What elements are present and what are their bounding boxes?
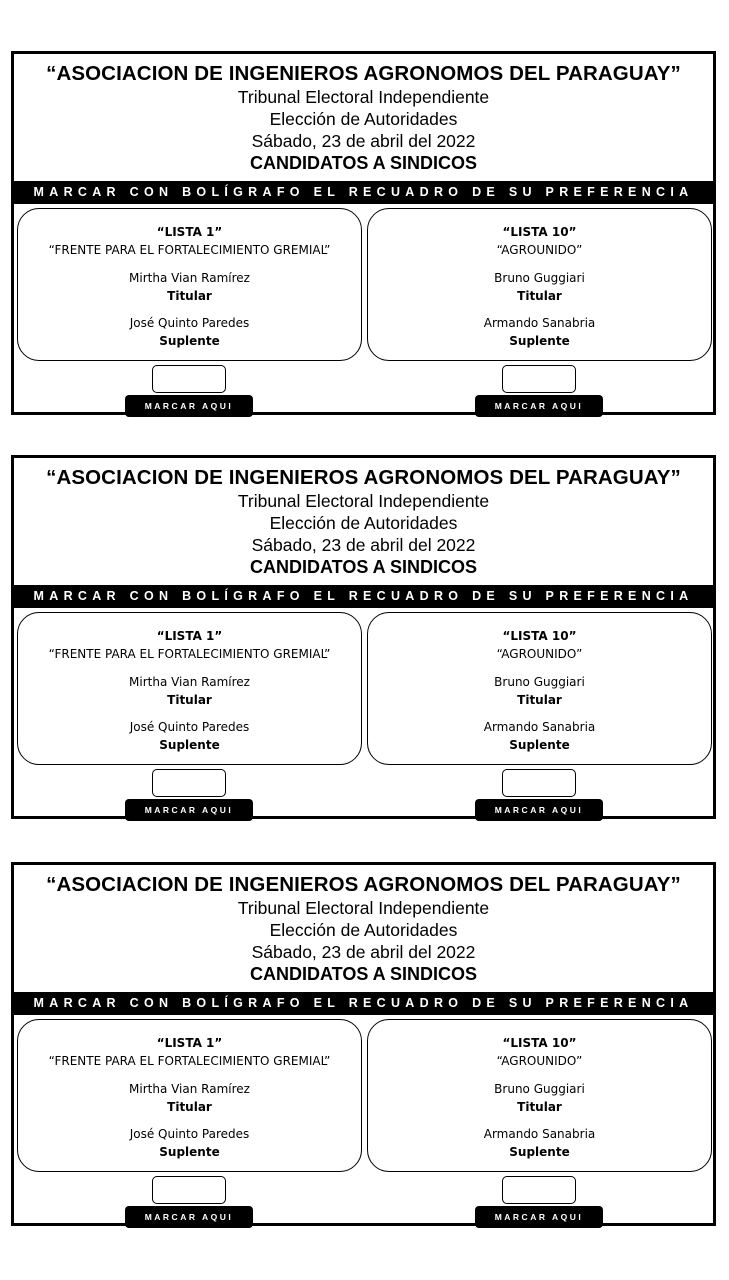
list-number: “LISTA 10” <box>502 225 577 239</box>
suplente-role: Suplente <box>159 1145 220 1159</box>
list-number: “LISTA 1” <box>156 1036 223 1050</box>
list-name: “AGROUNIDO” <box>496 1054 583 1068</box>
titular-role: Titular <box>167 693 212 707</box>
titular-name: Mirtha Vian Ramírez <box>129 1082 250 1096</box>
candidates-title: CANDIDATOS A SINDICOS <box>249 964 477 984</box>
mark-box-lista-1[interactable] <box>152 769 226 797</box>
tribunal-line: Tribunal Electoral Independiente <box>237 87 490 107</box>
ballot-1 <box>11 51 716 415</box>
suplente-role: Suplente <box>509 334 570 348</box>
mark-box-lista-1[interactable] <box>152 1176 226 1204</box>
organization-title: “ASOCIACION DE INGENIEROS AGRONOMOS DEL PARAGUAY” <box>46 873 681 896</box>
titular-name: Bruno Guggiari <box>494 675 585 689</box>
candidates-title: CANDIDATOS A SINDICOS <box>249 557 477 577</box>
suplente-name: Armando Sanabria <box>483 316 596 330</box>
suplente-role: Suplente <box>509 1145 570 1159</box>
list-number: “LISTA 1” <box>156 225 223 239</box>
election-line: Elección de Autoridades <box>269 109 458 129</box>
list-number: “LISTA 1” <box>156 629 223 643</box>
titular-role: Titular <box>167 1100 212 1114</box>
date-line: Sábado, 23 de abril del 2022 <box>251 535 476 555</box>
list-card-lista-1 <box>17 612 362 765</box>
organization-title: “ASOCIACION DE INGENIEROS AGRONOMOS DEL PARAGUAY” <box>46 466 681 489</box>
mark-box-lista-1[interactable] <box>152 365 226 393</box>
titular-name: Mirtha Vian Ramírez <box>129 271 250 285</box>
mark-here-button-lista-10[interactable]: MARCAR AQUI <box>475 395 603 417</box>
titular-role: Titular <box>167 289 212 303</box>
titular-name: Bruno Guggiari <box>494 271 585 285</box>
mark-here-button-lista-1[interactable]: MARCAR AQUI <box>125 799 253 821</box>
suplente-name: Armando Sanabria <box>483 1127 596 1141</box>
list-card-lista-10 <box>367 1019 712 1172</box>
list-name: “FRENTE PARA EL FORTALECIMIENTO GREMIAL” <box>48 243 331 257</box>
list-card-lista-10 <box>367 208 712 361</box>
list-name: “AGROUNIDO” <box>496 243 583 257</box>
ballot-header <box>14 62 713 174</box>
suplente-name: José Quinto Paredes <box>129 1127 250 1141</box>
suplente-role: Suplente <box>509 738 570 752</box>
date-line: Sábado, 23 de abril del 2022 <box>251 131 476 151</box>
instruction-bar: MARCAR CON BOLÍGRAFO EL RECUADRO DE SU PREFERENCIA <box>14 992 713 1015</box>
instruction-bar: MARCAR CON BOLÍGRAFO EL RECUADRO DE SU PREFERENCIA <box>14 181 713 204</box>
suplente-name: José Quinto Paredes <box>129 316 250 330</box>
titular-name: Mirtha Vian Ramírez <box>129 675 250 689</box>
mark-here-button-lista-10[interactable]: MARCAR AQUI <box>475 799 603 821</box>
titular-role: Titular <box>517 289 562 303</box>
tribunal-line: Tribunal Electoral Independiente <box>237 898 490 918</box>
date-line: Sábado, 23 de abril del 2022 <box>251 942 476 962</box>
list-card-lista-1 <box>17 208 362 361</box>
mark-box-lista-10[interactable] <box>502 769 576 797</box>
list-name: “FRENTE PARA EL FORTALECIMIENTO GREMIAL” <box>48 647 331 661</box>
list-card-lista-1 <box>17 1019 362 1172</box>
titular-name: Bruno Guggiari <box>494 1082 585 1096</box>
list-name: “AGROUNIDO” <box>496 647 583 661</box>
instruction-bar: MARCAR CON BOLÍGRAFO EL RECUADRO DE SU PREFERENCIA <box>14 585 713 608</box>
ballot-3 <box>11 862 716 1226</box>
titular-role: Titular <box>517 693 562 707</box>
mark-box-lista-10[interactable] <box>502 1176 576 1204</box>
titular-role: Titular <box>517 1100 562 1114</box>
suplente-name: José Quinto Paredes <box>129 720 250 734</box>
list-number: “LISTA 10” <box>502 629 577 643</box>
mark-box-lista-10[interactable] <box>502 365 576 393</box>
ballot-header <box>14 466 713 578</box>
suplente-role: Suplente <box>159 738 220 752</box>
ballot-header <box>14 873 713 985</box>
mark-here-button-lista-1[interactable]: MARCAR AQUI <box>125 395 253 417</box>
suplente-role: Suplente <box>159 334 220 348</box>
election-line: Elección de Autoridades <box>269 513 458 533</box>
ballot-2 <box>11 455 716 819</box>
list-name: “FRENTE PARA EL FORTALECIMIENTO GREMIAL” <box>48 1054 331 1068</box>
election-line: Elección de Autoridades <box>269 920 458 940</box>
list-card-lista-10 <box>367 612 712 765</box>
candidates-title: CANDIDATOS A SINDICOS <box>249 153 477 173</box>
mark-here-button-lista-10[interactable]: MARCAR AQUI <box>475 1206 603 1228</box>
mark-here-button-lista-1[interactable]: MARCAR AQUI <box>125 1206 253 1228</box>
tribunal-line: Tribunal Electoral Independiente <box>237 491 490 511</box>
organization-title: “ASOCIACION DE INGENIEROS AGRONOMOS DEL PARAGUAY” <box>46 62 681 85</box>
list-number: “LISTA 10” <box>502 1036 577 1050</box>
suplente-name: Armando Sanabria <box>483 720 596 734</box>
